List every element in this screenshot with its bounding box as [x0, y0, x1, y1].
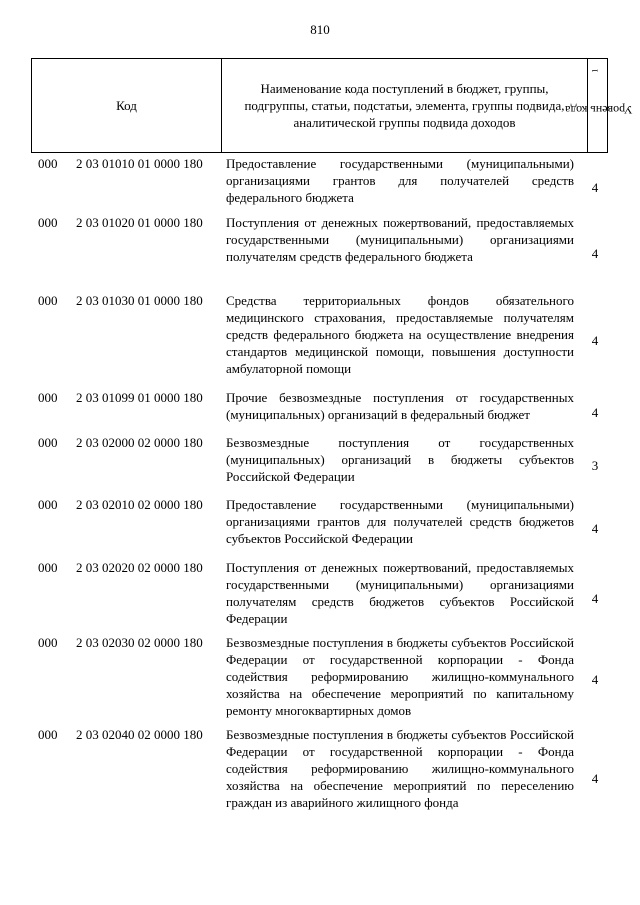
- revenue-name: Поступления от денежных пожертвований, предоставляемых государственными (муниципальными) организациями получателям средств федерального бюджета: [226, 215, 574, 264]
- revenue-name: Средства территориальных фондов обязательного медицинского страхования, предоставляемые получателям средств федерального бюджета на осуществление внедрения стандартов медицинской помощи, повышения доступности амбулаторной помощи: [226, 293, 574, 376]
- admin-code: 000: [38, 727, 58, 742]
- header-name: Наименование кода поступлений в бюджет, группы, подгруппы, статьи, подстатьи, элемента, группы подвида, аналитической группы подвида доходов: [222, 59, 588, 152]
- admin-code: 000: [38, 635, 58, 650]
- revenue-name: Предоставление государственными (муниципальными) организациями грантов для получателей средств бюджетов субъектов Российской Федерации: [226, 497, 574, 546]
- code-level: 4: [591, 771, 599, 786]
- revenue-name: Поступления от денежных пожертвований, предоставляемых государственными (муниципальными) организациями получателям средств бюджетов субъектов Российской Федерации: [226, 560, 574, 626]
- revenue-code: 2 03 02010 02 0000 180: [76, 497, 203, 512]
- code-level: 3: [591, 458, 599, 473]
- admin-code: 000: [38, 435, 58, 450]
- admin-code: 000: [38, 156, 58, 171]
- revenue-code: 2 03 01010 01 0000 180: [76, 156, 203, 171]
- revenue-name: Безвозмездные поступления в бюджеты субъектов Российской Федерации от государственной корпорации - Фонда содействия реформированию жилищно-коммунального хозяйства на обеспечение мероприятий по капитальному ремонту многоквартирных домов: [226, 635, 574, 718]
- code-level: 4: [591, 672, 599, 687]
- revenue-code: 2 03 02040 02 0000 180: [76, 727, 203, 742]
- admin-code: 000: [38, 293, 58, 308]
- revenue-code: 2 03 02000 02 0000 180: [76, 435, 203, 450]
- code-level: 4: [591, 333, 599, 348]
- code-level: 4: [591, 246, 599, 261]
- page-number: 810: [310, 22, 330, 37]
- revenue-code: 2 03 01099 01 0000 180: [76, 390, 203, 405]
- code-level: 4: [591, 405, 599, 420]
- admin-code: 000: [38, 497, 58, 512]
- admin-code: 000: [38, 390, 58, 405]
- revenue-name: Безвозмездные поступления от государственных (муниципальных) организаций в бюджеты субъектов Российской Федерации: [226, 435, 574, 484]
- revenue-name: Прочие безвозмездные поступления от государственных (муниципальных) организаций в федеральный бюджет: [226, 390, 574, 422]
- header-level-footnote: 1: [590, 68, 600, 73]
- code-level: 4: [591, 180, 599, 195]
- revenue-code: 2 03 02020 02 0000 180: [76, 560, 203, 575]
- revenue-name: Предоставление государственными (муниципальными) организациями грантов для получателей средств федерального бюджета: [226, 156, 574, 205]
- code-level: 4: [591, 591, 599, 606]
- admin-code: 000: [38, 560, 58, 575]
- revenue-code: 2 03 02030 02 0000 180: [76, 635, 203, 650]
- header-level-label: Уровень кода: [564, 102, 633, 117]
- revenue-code: 2 03 01020 01 0000 180: [76, 215, 203, 230]
- admin-code: 000: [38, 215, 58, 230]
- code-level: 4: [591, 521, 599, 536]
- header-level: [564, 59, 633, 152]
- revenue-code: 2 03 01030 01 0000 180: [76, 293, 203, 308]
- header-code: Код: [32, 59, 222, 152]
- table-header: [31, 58, 633, 153]
- revenue-name: Безвозмездные поступления в бюджеты субъектов Российской Федерации от государственной корпорации - Фонда содействия реформированию жилищно-коммунального хозяйства на обеспечение мероприятий по переселению граждан из аварийного жилищного фонда: [226, 727, 574, 810]
